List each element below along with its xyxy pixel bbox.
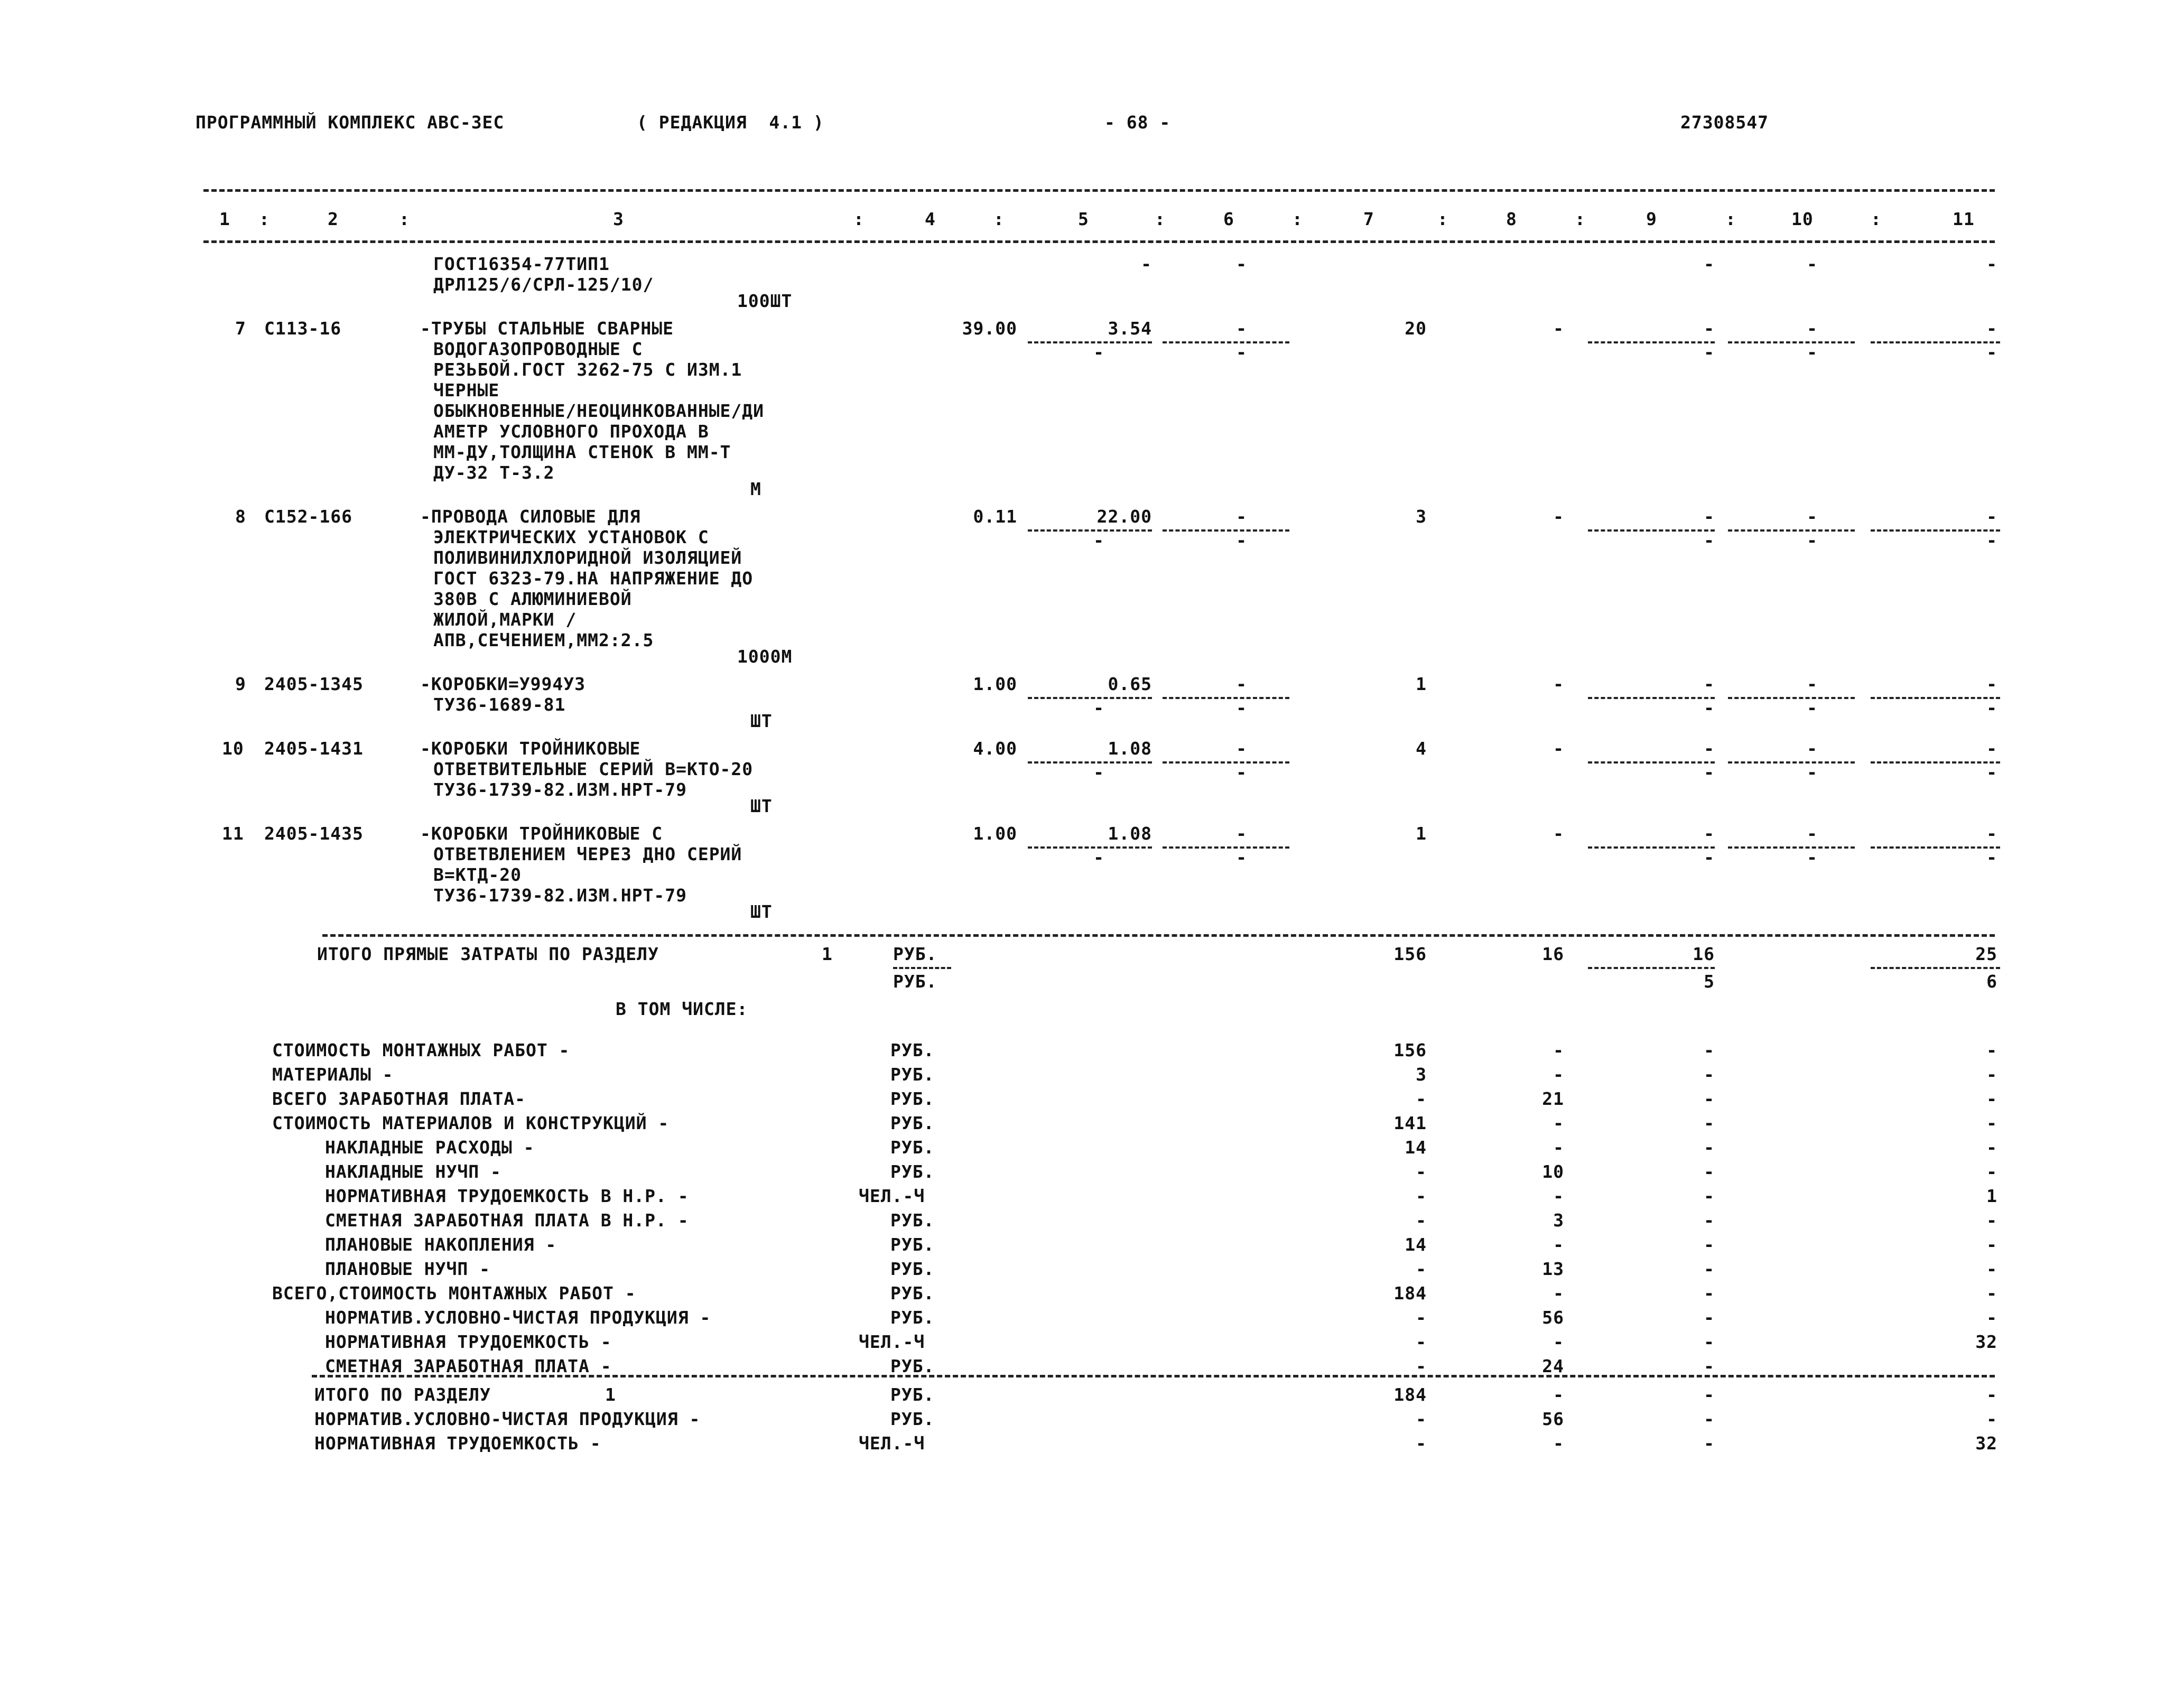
summary-c9: - (1704, 1356, 1715, 1376)
section-total-c9: - (1704, 1433, 1715, 1454)
item-code: 2405-1435 (264, 823, 364, 844)
column-separator: : (259, 209, 270, 229)
summary-c8: - (1553, 1332, 1564, 1352)
item-description-line: ТУ36-1739-82.ИЗМ.НРТ-79 (433, 885, 687, 906)
summary-c7: - (1416, 1332, 1427, 1352)
sub-cell-c5: - (1093, 847, 1104, 868)
section-rule (322, 934, 1995, 937)
cell-col11: - (1986, 823, 1997, 844)
summary-unit: РУБ. (890, 1113, 935, 1133)
column-separator: : (1725, 209, 1736, 229)
column-header-11: 11 (1953, 209, 1975, 229)
summary-unit: РУБ. (890, 1234, 935, 1255)
cell-c6: - (1236, 254, 1247, 274)
summary-c8: - (1553, 1137, 1564, 1158)
summary-c11: 32 (1975, 1332, 1997, 1352)
sub-cell-c10: - (1807, 762, 1818, 783)
cell-quantity: 0.11 (973, 506, 1017, 527)
summary-c7: 184 (1393, 1283, 1427, 1304)
cell-col10: - (1807, 318, 1818, 339)
summary-c11: 1 (1986, 1186, 1997, 1206)
column-header-7: 7 (1363, 209, 1374, 229)
summary-unit: РУБ. (890, 1161, 935, 1182)
sub-cell-c6: - (1236, 342, 1247, 362)
direct-costs-underline-c9 (1588, 967, 1715, 969)
cell-col10: - (1807, 738, 1818, 759)
header-rule-bottom (203, 240, 1995, 243)
column-header-4: 4 (925, 209, 936, 229)
summary-c11: - (1986, 1234, 1997, 1255)
column-header-10: 10 (1791, 209, 1814, 229)
summary-label: СМЕТНАЯ ЗАРАБОТНАЯ ПЛАТА - (325, 1356, 612, 1376)
item-description-line: ГОСТ 6323-79.НА НАПРЯЖЕНИЕ ДО (433, 568, 754, 589)
column-header-1: 1 (219, 209, 230, 229)
summary-unit: РУБ. (890, 1137, 935, 1158)
summary-c7: 3 (1416, 1064, 1427, 1085)
summary-c7: - (1416, 1161, 1427, 1182)
column-header-3: 3 (613, 209, 624, 229)
section-total-unit: РУБ. (890, 1384, 935, 1405)
sub-cell-c9: - (1704, 342, 1715, 362)
summary-c11: - (1986, 1307, 1997, 1328)
cell-c10: - (1807, 254, 1818, 274)
cell-col11: - (1986, 506, 1997, 527)
cell-col8: - (1553, 506, 1564, 527)
sub-cell-c11: - (1986, 847, 1997, 868)
section-total-rule (312, 1375, 1995, 1377)
section-total-c8: - (1553, 1433, 1564, 1454)
sub-cell-c5: - (1093, 762, 1104, 783)
column-header-5: 5 (1078, 209, 1089, 229)
item-description-line: ЖИЛОЙ,МАРКИ / (433, 609, 577, 630)
column-separator: : (1155, 209, 1166, 229)
item-description-line: -КОРОБКИ=У994У3 (420, 674, 586, 694)
summary-c7: 156 (1393, 1040, 1427, 1060)
sub-cell-c6: - (1236, 530, 1247, 551)
column-separator: : (1437, 209, 1448, 229)
cell-col10: - (1807, 506, 1818, 527)
summary-c11: - (1986, 1137, 1997, 1158)
item-description-line: ОТВЕТВИТЕЛЬНЫЕ СЕРИЙ В=КТО-20 (433, 759, 754, 779)
cell-quantity: 1.00 (973, 674, 1017, 694)
summary-c11: - (1986, 1161, 1997, 1182)
item-number: 9 (235, 674, 246, 694)
summary-unit: ЧЕЛ.-Ч (859, 1186, 925, 1206)
summary-unit: РУБ. (890, 1210, 935, 1231)
cell-col10: - (1807, 674, 1818, 694)
summary-label: ПЛАНОВЫЕ НУЧП - (325, 1259, 491, 1279)
cell-unit-price: 0.65 (1108, 674, 1152, 694)
cell-quantity: 1.00 (973, 823, 1017, 844)
sub-cell-c6: - (1236, 697, 1247, 718)
item-description-line: АПВ,СЕЧЕНИЕМ,ММ2:2.5 (433, 630, 654, 650)
summary-c11: - (1986, 1040, 1997, 1060)
summary-c7: 14 (1405, 1137, 1427, 1158)
section-total-c11: - (1986, 1384, 1997, 1405)
summary-unit: РУБ. (890, 1064, 935, 1085)
summary-c7: 14 (1405, 1234, 1427, 1255)
summary-c7: - (1416, 1210, 1427, 1231)
cell-col8: - (1553, 318, 1564, 339)
summary-label: ПЛАНОВЫЕ НАКОПЛЕНИЯ - (325, 1234, 557, 1255)
sub-cell-c5: - (1093, 342, 1104, 362)
cell-col6: - (1236, 738, 1247, 759)
summary-c7: - (1416, 1186, 1427, 1206)
cell-col10: - (1807, 823, 1818, 844)
sub-cell-c10: - (1807, 847, 1818, 868)
summary-c7: - (1416, 1088, 1427, 1109)
cell-col8: - (1553, 674, 1564, 694)
summary-label: СМЕТНАЯ ЗАРАБОТНАЯ ПЛАТА В Н.Р. - (325, 1210, 689, 1231)
section-total-unit: РУБ. (890, 1409, 935, 1429)
summary-label: НОРМАТИВНАЯ ТРУДОЕМКОСТЬ - (325, 1332, 612, 1352)
cell-col9: - (1704, 738, 1715, 759)
summary-unit: РУБ. (890, 1283, 935, 1304)
cell-col11: - (1986, 674, 1997, 694)
edition-label: ( РЕДАКЦИЯ 4.1 ) (637, 112, 824, 133)
item-description-line: -ТРУБЫ СТАЛЬНЫЕ СВАРНЫЕ (420, 318, 674, 339)
summary-c7: - (1416, 1307, 1427, 1328)
section-total-label: ИТОГО ПО РАЗДЕЛУ (314, 1384, 491, 1405)
summary-unit: РУБ. (890, 1259, 935, 1279)
item-unit: ШТ (750, 796, 773, 816)
summary-c8: 3 (1553, 1210, 1564, 1231)
cell-quantity: 39.00 (962, 318, 1017, 339)
section-total-c7: - (1416, 1433, 1427, 1454)
summary-c9: - (1704, 1283, 1715, 1304)
column-separator: : (1292, 209, 1303, 229)
item-description-line: ОТВЕТВЛЕНИЕМ ЧЕРЕЗ ДНО СЕРИЙ (433, 844, 742, 864)
summary-label: НОРМАТИВ.УСЛОВНО-ЧИСТАЯ ПРОДУКЦИЯ - (325, 1307, 711, 1328)
summary-c11: - (1986, 1064, 1997, 1085)
cell-col9: - (1704, 506, 1715, 527)
item-unit: ШТ (750, 711, 773, 731)
item-description-line: РЕЗЬБОЙ.ГОСТ 3262-75 С ИЗМ.1 (433, 359, 742, 380)
summary-c9: - (1704, 1137, 1715, 1158)
section-total-c7: 184 (1393, 1384, 1427, 1405)
cell-col7: 20 (1405, 318, 1427, 339)
summary-c8: - (1553, 1040, 1564, 1060)
direct-costs-c11: 25 (1975, 944, 1997, 964)
column-header-9: 9 (1646, 209, 1657, 229)
summary-c11: - (1986, 1113, 1997, 1133)
item-description-line: ВОДОГАЗОПРОВОДНЫЕ С (433, 339, 643, 359)
summary-c8: - (1553, 1283, 1564, 1304)
summary-c8: - (1553, 1234, 1564, 1255)
sub-cell-c10: - (1807, 530, 1818, 551)
item-description-line: ОБЫКНОВЕННЫЕ/НЕОЦИНКОВАННЫЕ/ДИ (433, 401, 765, 421)
section-total-c9: - (1704, 1409, 1715, 1429)
direct-costs-unit-2: РУБ. (893, 971, 937, 992)
cell-c5: - (1141, 254, 1152, 274)
item-description-line: -КОРОБКИ ТРОЙНИКОВЫЕ С (420, 823, 663, 844)
summary-c9: - (1704, 1040, 1715, 1060)
section-total-c7: - (1416, 1409, 1427, 1429)
summary-c9: - (1704, 1210, 1715, 1231)
summary-c11: - (1986, 1283, 1997, 1304)
sub-cell-c11: - (1986, 530, 1997, 551)
header-rule-top (203, 189, 1995, 192)
item-unit: 100ШТ (737, 291, 793, 311)
cell-unit-price: 22.00 (1096, 506, 1152, 527)
cell-col6: - (1236, 823, 1247, 844)
item-code: 2405-1431 (264, 738, 364, 759)
cell-col9: - (1704, 823, 1715, 844)
including-label: В ТОМ ЧИСЛЕ: (616, 999, 748, 1019)
sub-cell-c10: - (1807, 342, 1818, 362)
summary-label: НАКЛАДНЫЕ РАСХОДЫ - (325, 1137, 535, 1158)
cell-col11: - (1986, 318, 1997, 339)
sub-cell-c5: - (1093, 530, 1104, 551)
sub-cell-c11: - (1986, 342, 1997, 362)
section-total-c8: 56 (1542, 1409, 1564, 1429)
item-description-line: ТУ36-1739-82.ИЗМ.НРТ-79 (433, 779, 687, 800)
section-total-c11: 32 (1975, 1433, 1997, 1454)
document-code: 27308547 (1680, 112, 1769, 133)
column-header-8: 8 (1506, 209, 1517, 229)
summary-c7: - (1416, 1356, 1427, 1376)
summary-c11: - (1986, 1259, 1997, 1279)
cell-unit-price: 1.08 (1108, 738, 1152, 759)
sub-cell-c10: - (1807, 697, 1818, 718)
item-code: 2405-1345 (264, 674, 364, 694)
program-title: ПРОГРАММНЫЙ КОМПЛЕКС АВС-3ЕС (196, 112, 505, 133)
column-separator: : (993, 209, 1005, 229)
summary-c8: 13 (1542, 1259, 1564, 1279)
direct-costs-underline-c11 (1871, 967, 2000, 969)
item-description-line: ПОЛИВИНИЛХЛОРИДНОЙ ИЗОЛЯЦИЕЙ (433, 547, 742, 568)
item-number: 10 (222, 738, 244, 759)
section-total-label: НОРМАТИВ.УСЛОВНО-ЧИСТАЯ ПРОДУКЦИЯ - (314, 1409, 701, 1429)
column-separator: : (1871, 209, 1882, 229)
page-number: - 68 - (1104, 112, 1171, 133)
column-header-2: 2 (328, 209, 339, 229)
direct-costs-c7: 156 (1393, 944, 1427, 964)
summary-c9: - (1704, 1113, 1715, 1133)
summary-label: СТОИМОСТЬ МОНТАЖНЫХ РАБОТ - (272, 1040, 570, 1060)
item-unit: 1000М (737, 646, 793, 667)
item-description-line: ГОСТ16354-77ТИП1 (433, 254, 610, 274)
cell-col8: - (1553, 823, 1564, 844)
summary-c9: - (1704, 1064, 1715, 1085)
item-description-line: В=КТД-20 (433, 864, 522, 885)
summary-c7: 141 (1393, 1113, 1427, 1133)
sub-cell-c9: - (1704, 762, 1715, 783)
item-number: 8 (235, 506, 246, 527)
cell-c11: - (1986, 254, 1997, 274)
item-description-line: ММ-ДУ,ТОЛЩИНА СТЕНОК В ММ-Т (433, 442, 731, 462)
item-unit: ШТ (750, 901, 773, 922)
summary-label: ВСЕГО,СТОИМОСТЬ МОНТАЖНЫХ РАБОТ - (272, 1283, 636, 1304)
item-code: С152-166 (264, 506, 352, 527)
summary-label: СТОИМОСТЬ МАТЕРИАЛОВ И КОНСТРУКЦИЙ - (272, 1113, 670, 1133)
direct-costs-c9: 16 (1693, 944, 1715, 964)
item-description-line: ЭЛЕКТРИЧЕСКИХ УСТАНОВОК С (433, 527, 709, 547)
item-unit: М (750, 479, 761, 499)
summary-c11: - (1986, 1210, 1997, 1231)
section-total-unit: ЧЕЛ.-Ч (859, 1433, 925, 1454)
summary-c8: - (1553, 1186, 1564, 1206)
item-description-line: ТУ36-1689-81 (433, 694, 566, 715)
summary-label: НОРМАТИВНАЯ ТРУДОЕМКОСТЬ В Н.Р. - (325, 1186, 689, 1206)
sub-cell-c6: - (1236, 762, 1247, 783)
cell-unit-price: 1.08 (1108, 823, 1152, 844)
item-number: 7 (235, 318, 246, 339)
column-separator: : (853, 209, 865, 229)
sub-cell-c9: - (1704, 697, 1715, 718)
direct-costs-c8: 16 (1542, 944, 1564, 964)
cell-col8: - (1553, 738, 1564, 759)
sub-cell-c11: - (1986, 697, 1997, 718)
summary-unit: РУБ. (890, 1307, 935, 1328)
item-description-line: -ПРОВОДА СИЛОВЫЕ ДЛЯ (420, 506, 641, 527)
summary-c8: 56 (1542, 1307, 1564, 1328)
sub-cell-c5: - (1093, 697, 1104, 718)
item-description-line: -КОРОБКИ ТРОЙНИКОВЫЕ (420, 738, 641, 759)
item-description-line: 380В С АЛЮМИНИЕВОЙ (433, 589, 632, 609)
sub-cell-c6: - (1236, 847, 1247, 868)
direct-costs-unit-underline (893, 967, 951, 969)
item-number: 11 (222, 823, 244, 844)
section-total-c11: - (1986, 1409, 1997, 1429)
summary-unit: ЧЕЛ.-Ч (859, 1332, 925, 1352)
column-header-6: 6 (1223, 209, 1234, 229)
cell-col7: 1 (1416, 674, 1427, 694)
sub-cell-c9: - (1704, 847, 1715, 868)
item-description-line: ДРЛ125/6/СРЛ-125/10/ (433, 274, 654, 295)
column-separator: : (399, 209, 410, 229)
direct-costs-c11b: 6 (1986, 971, 1997, 992)
section-total-c8: - (1553, 1384, 1564, 1405)
cell-col11: - (1986, 738, 1997, 759)
summary-c9: - (1704, 1307, 1715, 1328)
summary-c9: - (1704, 1332, 1715, 1352)
summary-c8: - (1553, 1113, 1564, 1133)
direct-costs-label: ИТОГО ПРЯМЫЕ ЗАТРАТЫ ПО РАЗДЕЛУ (317, 944, 659, 964)
cell-col9: - (1704, 318, 1715, 339)
column-separator: : (1575, 209, 1586, 229)
cell-col6: - (1236, 506, 1247, 527)
summary-c8: 10 (1542, 1161, 1564, 1182)
cell-c9: - (1704, 254, 1715, 274)
summary-c11: - (1986, 1088, 1997, 1109)
summary-label: НАКЛАДНЫЕ НУЧП - (325, 1161, 501, 1182)
cell-unit-price: 3.54 (1108, 318, 1152, 339)
sub-cell-c11: - (1986, 762, 1997, 783)
summary-c8: 24 (1542, 1356, 1564, 1376)
cell-col7: 1 (1416, 823, 1427, 844)
item-description-line: АМЕТР УСЛОВНОГО ПРОХОДА В (433, 421, 709, 442)
summary-unit: РУБ. (890, 1088, 935, 1109)
summary-c8: 21 (1542, 1088, 1564, 1109)
cell-col7: 4 (1416, 738, 1427, 759)
summary-c7: - (1416, 1259, 1427, 1279)
summary-unit: РУБ. (890, 1040, 935, 1060)
cell-col6: - (1236, 674, 1247, 694)
summary-label: ВСЕГО ЗАРАБОТНАЯ ПЛАТА- (272, 1088, 526, 1109)
cell-quantity: 4.00 (973, 738, 1017, 759)
section-total-index: 1 (605, 1384, 616, 1405)
summary-c9: - (1704, 1088, 1715, 1109)
summary-c9: - (1704, 1161, 1715, 1182)
section-total-label: НОРМАТИВНАЯ ТРУДОЕМКОСТЬ - (314, 1433, 601, 1454)
cell-col7: 3 (1416, 506, 1427, 527)
sub-cell-c9: - (1704, 530, 1715, 551)
cell-col6: - (1236, 318, 1247, 339)
summary-c9: - (1704, 1259, 1715, 1279)
summary-c9: - (1704, 1234, 1715, 1255)
section-total-c9: - (1704, 1384, 1715, 1405)
item-code: С113-16 (264, 318, 342, 339)
summary-c8: - (1553, 1064, 1564, 1085)
cell-col9: - (1704, 674, 1715, 694)
item-description-line: ДУ-32 Т-3.2 (433, 462, 555, 483)
direct-costs-index: 1 (822, 944, 833, 964)
item-description-line: ЧЕРНЫЕ (433, 380, 500, 401)
direct-costs-unit: РУБ. (893, 944, 937, 964)
summary-c9: - (1704, 1186, 1715, 1206)
summary-unit: РУБ. (890, 1356, 935, 1376)
summary-label: МАТЕРИАЛЫ - (272, 1064, 394, 1085)
direct-costs-c9b: 5 (1704, 971, 1715, 992)
